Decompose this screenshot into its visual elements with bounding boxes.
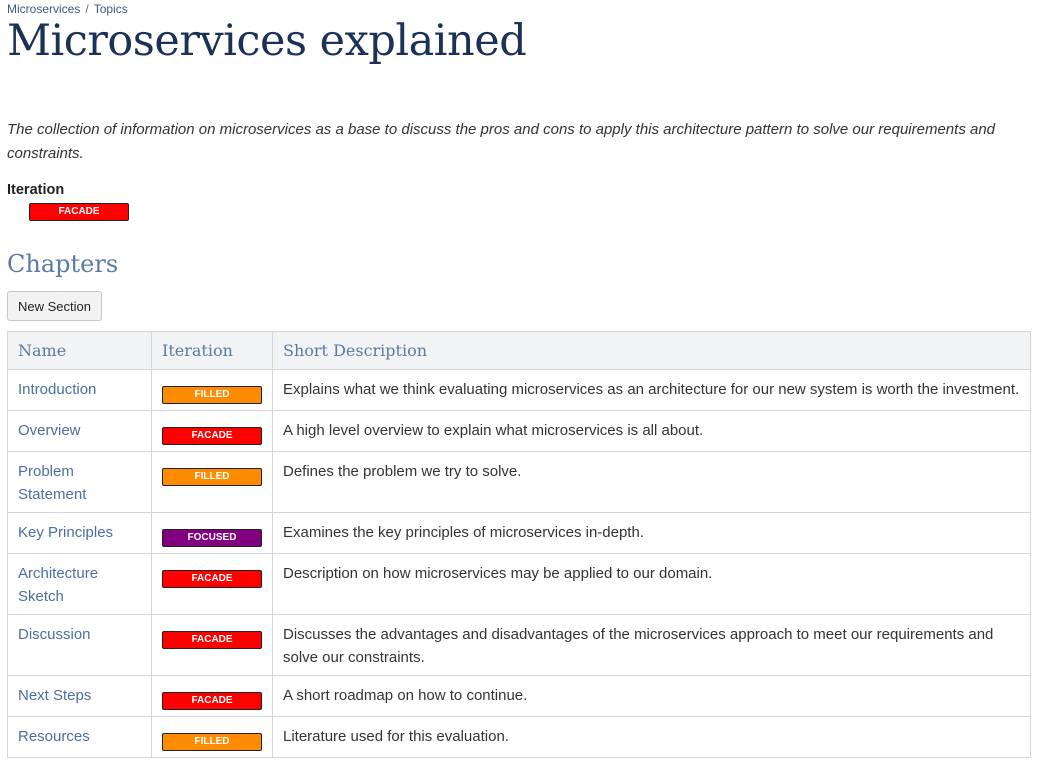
chapter-name-cell xyxy=(8,452,152,513)
iteration-badge: FACADE xyxy=(29,203,129,221)
column-header-short-description: Short Description xyxy=(273,332,1031,370)
iteration-badge: FILLED xyxy=(162,386,262,404)
chapter-name-cell xyxy=(8,513,152,554)
table-row xyxy=(8,452,1031,513)
page-description: The collection of information on microservices as a base to discuss the pros and cons to apply this architecture pattern to solve our requirements and constraints. xyxy=(7,121,996,162)
chapter-name-cell xyxy=(8,554,152,615)
iteration-badge: FILLED xyxy=(162,733,262,751)
chapter-iteration-cell xyxy=(152,513,273,554)
chapter-iteration-cell xyxy=(152,676,273,717)
chapter-link[interactable]: Key Principles xyxy=(18,524,114,541)
iteration-badge: FACADE xyxy=(162,692,262,710)
iteration-heading: Iteration xyxy=(7,182,65,198)
chapter-iteration-cell xyxy=(152,452,273,513)
new-section-button[interactable]: New Section xyxy=(7,291,102,321)
chapter-link[interactable]: Introduction xyxy=(18,381,97,398)
chapter-name-cell xyxy=(8,370,152,411)
chapter-link[interactable]: Problem Statement xyxy=(18,463,87,503)
table-row xyxy=(8,717,1031,758)
chapter-name-cell xyxy=(8,717,152,758)
table-row xyxy=(8,370,1031,411)
chapter-link[interactable]: Overview xyxy=(18,422,81,439)
table-row xyxy=(8,513,1031,554)
chapter-description: A high level overview to explain what microservices is all about. xyxy=(273,411,1031,452)
chapter-link[interactable]: Architecture Sketch xyxy=(18,565,99,605)
chapter-iteration-cell xyxy=(152,411,273,452)
chapter-name-cell xyxy=(8,676,152,717)
chapter-link[interactable]: Resources xyxy=(18,728,90,745)
chapters-table xyxy=(7,331,1031,758)
iteration-badge: FOCUSED xyxy=(162,529,262,547)
chapter-description: Discusses the advantages and disadvantages of the microservices approach to meet our requirements and solve our constraints. xyxy=(273,615,1031,676)
chapter-iteration-cell xyxy=(152,615,273,676)
chapter-link[interactable]: Discussion xyxy=(18,626,91,643)
column-header-iteration: Iteration xyxy=(152,332,273,370)
chapter-name-cell xyxy=(8,411,152,452)
breadcrumb-separator: / xyxy=(85,2,89,16)
table-row xyxy=(8,554,1031,615)
breadcrumb xyxy=(7,2,128,16)
breadcrumb-link-microservices[interactable]: Microservices xyxy=(7,2,81,16)
chapter-name-cell xyxy=(8,615,152,676)
iteration-badge: FACADE xyxy=(162,570,262,588)
chapter-description: Description on how microservices may be applied to our domain. xyxy=(273,554,1031,615)
chapter-link[interactable]: Next Steps xyxy=(18,687,92,704)
chapter-description: Literature used for this evaluation. xyxy=(273,717,1031,758)
table-row xyxy=(8,411,1031,452)
chapter-iteration-cell xyxy=(152,370,273,411)
chapter-description: A short roadmap on how to continue. xyxy=(273,676,1031,717)
iteration-badge: FACADE xyxy=(162,631,262,649)
chapter-description: Explains what we think evaluating microservices as an architecture for our new system is worth the investment. xyxy=(273,370,1031,411)
chapter-description: Defines the problem we try to solve. xyxy=(273,452,1031,513)
chapters-heading: Chapters xyxy=(7,250,119,278)
iteration-badge: FILLED xyxy=(162,468,262,486)
table-row xyxy=(8,615,1031,676)
page-title: Microservices explained xyxy=(7,16,527,66)
table-row xyxy=(8,676,1031,717)
chapter-iteration-cell xyxy=(152,554,273,615)
table-header-row xyxy=(8,332,1031,370)
chapter-iteration-cell xyxy=(152,717,273,758)
iteration-badge: FACADE xyxy=(162,427,262,445)
chapter-description: Examines the key principles of microservices in-depth. xyxy=(273,513,1031,554)
column-header-name: Name xyxy=(8,332,152,370)
breadcrumb-link-topics[interactable]: Topics xyxy=(93,2,128,16)
